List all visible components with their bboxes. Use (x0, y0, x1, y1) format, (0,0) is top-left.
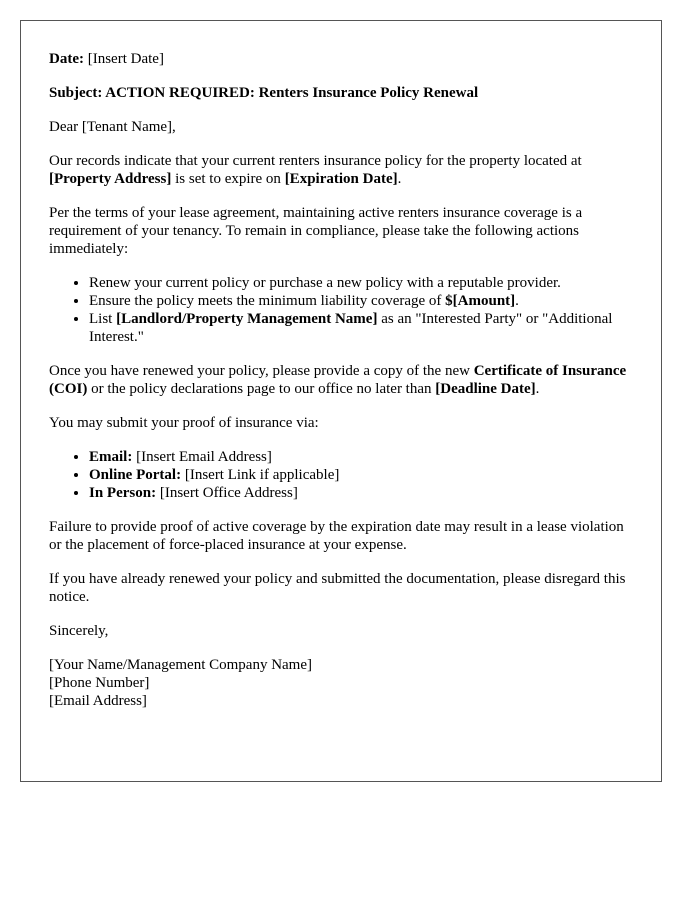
salutation: Dear [Tenant Name], (49, 119, 176, 135)
submission-methods-list (49, 448, 633, 502)
subject-line (49, 84, 633, 102)
list-item: • Ensure the policy meets the minimum liability coverage of $[Amount]. (89, 292, 633, 310)
paragraph-submit: You may submit your proof of insurance via: (49, 415, 319, 431)
closing: Sincerely, (49, 623, 109, 639)
date-label: Date: (49, 51, 84, 67)
paragraph-disregard: If you have already renewed your policy and submitted the documentation, please disregard this notice. (49, 571, 626, 605)
paragraph-coi: Once you have renewed your policy, please provide a copy of the new Certificate of Insurance (COI) or the policy declarations page to our office no later than [Deadline Date]. (49, 363, 627, 397)
action-list (49, 274, 633, 346)
list-item: • Renew your current policy or purchase a new policy with a reputable provider. (89, 274, 633, 292)
date-line (49, 50, 633, 68)
signature-block: [Your Name/Management Company Name] [Phone Number] [Email Address] (49, 657, 312, 709)
list-item: • List [Landlord/Property Management Name] as an "Interested Party" or "Additional Interest." (89, 310, 633, 346)
letter-page (20, 20, 662, 782)
list-item: • In Person: [Insert Office Address] (89, 484, 633, 502)
paragraph-expiration: Our records indicate that your current renters insurance policy for the property located at [Property Address] is set to expire on [Expiration Date]. (49, 153, 582, 187)
list-item: • Email: [Insert Email Address] (89, 448, 633, 466)
list-item: • Online Portal: [Insert Link if applicable] (89, 466, 633, 484)
date-value: [Insert Date] (87, 51, 164, 67)
subject-text: Subject: ACTION REQUIRED: Renters Insurance Policy Renewal (49, 85, 479, 101)
paragraph-warning: Failure to provide proof of active coverage by the expiration date may result in a lease violation or the placement of force-placed insurance at your expense. (49, 519, 624, 553)
paragraph-requirement: Per the terms of your lease agreement, maintaining active renters insurance coverage is a requirement of your tenancy. To remain in compliance, please take the following actions immediately: (49, 205, 583, 257)
